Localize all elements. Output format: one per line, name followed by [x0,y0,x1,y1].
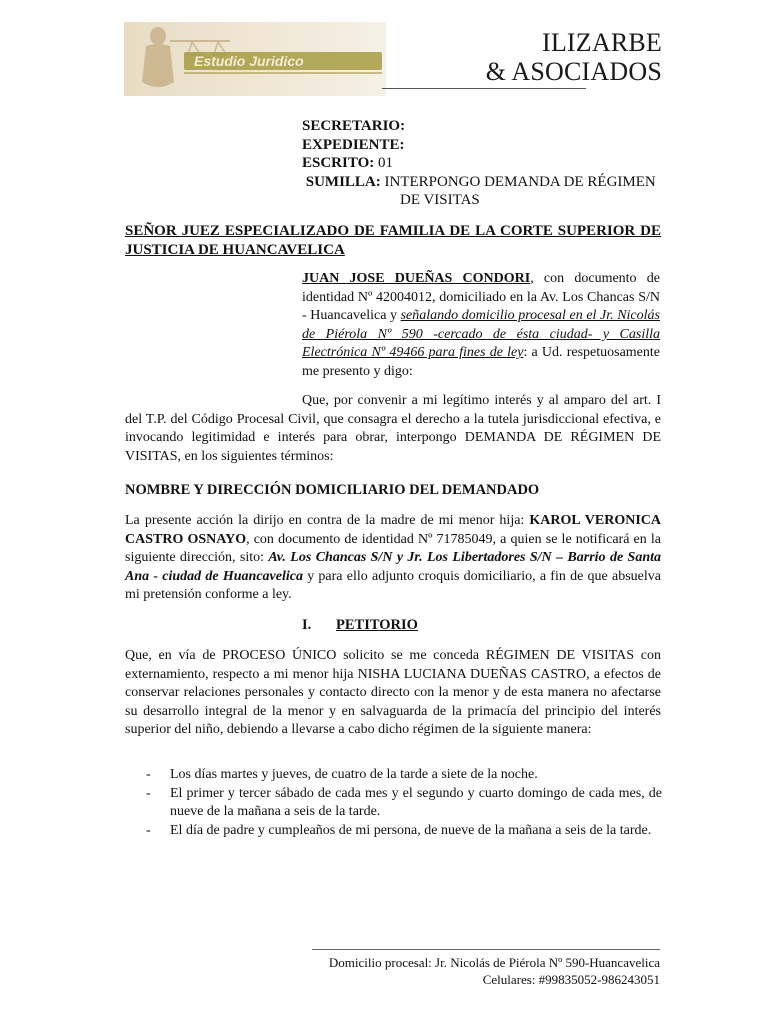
firm-logo [124,22,386,96]
list-item: - El día de padre y cumpleaños de mi persona, de nueve de la mañana a seis de la tarde. [146,823,652,838]
paragraph-petitorio: Que, en vía de PROCESO ÚNICO solicito se me conceda RÉGIMEN DE VISITAS con externamiento, respecto a mi menor hija NISHA LUCIANA DUEÑAS CASTRO, a efectos de conservar relaciones personales y contacto directo con la menor y de esta manera no afectarse su desarrollo integral de la menor y en salvaguarda de la primacía del principio del interés superior del niño, debiendo a llevarse a cabo dicho régimen de la siguiente manera: [125,648,661,737]
escrito-row: ESCRITO: 01 [302,155,393,171]
justice-scale-logo-icon [124,22,386,96]
visit-schedule-list [146,766,662,841]
sumilla-continuation: DE VISITAS [400,192,480,208]
defendant-name: KAROL VERONICA CASTRO OSNAYO [125,513,661,547]
firm-name-line1: ILIZARBE [541,28,662,57]
list-item: - El primer y tercer sábado de cada mes y el segundo y cuarto domingo de cada mes, de nueve de la mañana a seis de la tarde. [146,786,662,819]
case-metadata [302,117,682,210]
expediente-row: EXPEDIENTE: [302,136,405,153]
defendant-address: Av. Los Chancas S/N y Jr. Los Libertadores S/N – Barrio de Santa Ana - ciudad de Huancavelica [125,550,662,584]
sumilla-row: SUMILLA: INTERPONGO DEMANDA DE RÉGIMEN [305,173,656,190]
footer-domicile: Domicilio procesal: Jr. Nicolás de Piérola Nº 590-Huancavelica [328,955,660,970]
plaintiff-intro: JUAN JOSE DUEÑAS CONDORI, con documento de identidad Nº 42004012, domiciliado en la Av. Los Chancas S/N - Huancavelica y señalando domicilio procesal en el Jr. Nicolás de Piérola Nº 590 -cercado de ésta ciudad- y Casilla Electrónica Nº 49466 para fines de ley: a Ud. respetuosamente me presento y digo: [302,271,660,379]
procedural-domicile: señalando domicilio procesal en el Jr. Nicolás de Piérola Nº 590 -cercado de ésta ciudad- y Casilla Electrónica Nº 49466 para fines de ley [302,308,660,361]
paragraph-demandado: La presente acción la dirijo en contra de la madre de mi menor hija: KAROL VERONICA CASTRO OSNAYO, con documento de identidad Nº 71785049, a quien se le notificará en la siguiente dirección, sito: Av. Los Chancas S/N y Jr. Los Libertadores S/N – Barrio de Santa Ana - ciudad de Huancavelica y para ello adjunto croquis domiciliario, a fin de que absuelva mi pretensión conforme a ley. [125,513,662,602]
header-divider [382,88,586,89]
list-item: - Los días martes y jueves, de cuatro de la tarde a siete de la noche. [146,767,538,782]
plaintiff-name: JUAN JOSE DUEÑAS CONDORI [302,271,531,286]
footer-phones: Celulares: #99835052-986243051 [482,972,660,987]
section-heading-petitorio: I. PETITORIO [302,617,418,633]
footer [329,954,660,988]
firm-name [486,28,662,86]
footer-divider [312,949,660,950]
section-heading-demandado: NOMBRE Y DIRECCIÓN DOMICILIARIO DEL DEMANDADO [125,482,540,498]
judge-heading: SEÑOR JUEZ ESPECIALIZADO DE FAMILIA DE LA CORTE SUPERIOR DE JUSTICIA DE HUANCAVELICA [125,223,661,258]
logo-text: Estudio Juridico [194,53,304,69]
secretario-row: SECRETARIO: [302,118,406,134]
firm-name-line2: & ASOCIADOS [485,57,662,86]
paragraph-intro-demand: Que, por convenir a mi legítimo interés y al amparo del art. I del T.P. del Código Procesal Civil, que consagra el derecho a la tutela jurisdiccional efectiva, e invocando legitimidad e interés para obrar, interpongo DEMANDA DE RÉGIMEN DE VISITAS, en los siguientes términos: [125,393,661,464]
